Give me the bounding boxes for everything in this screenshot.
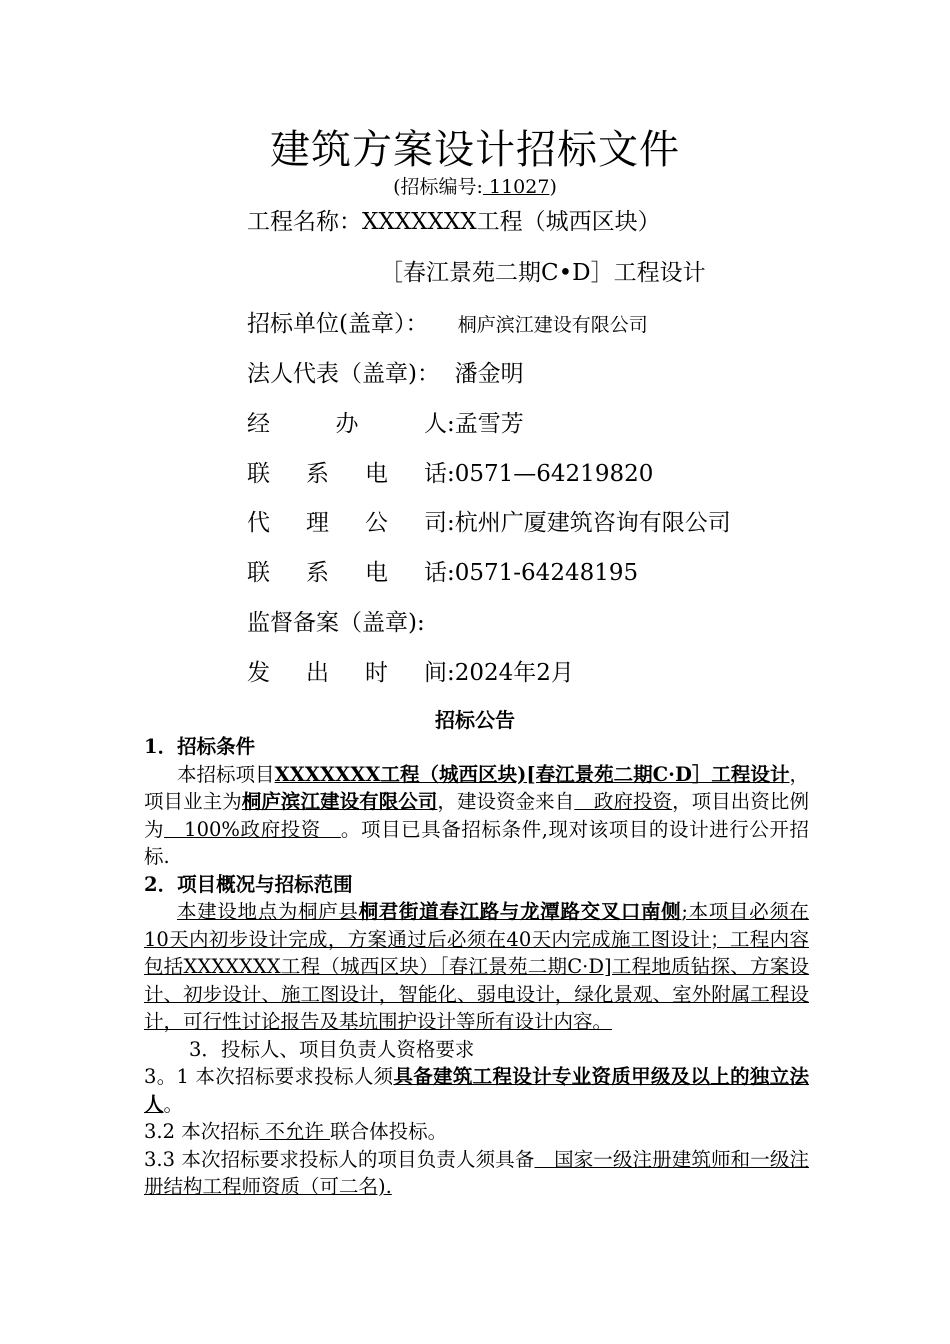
section-3-1 [144,1063,809,1118]
bid-number [0,174,950,200]
phone1-row [247,458,653,490]
phone1-value: :0571—64219820 [447,461,654,487]
section-2-heading: 2．项目概况与招标范围 [144,872,353,896]
handler-row [247,408,524,440]
section-3-heading: 3．投标人、项目负责人资格要求 [189,1037,475,1061]
s1-text-c: ，建设资金来自 [437,790,575,813]
legal-rep-label: 法人代表（盖章)： [247,361,440,387]
s33-requirement: 国家一级注册建筑师和一级注册结构工程师资质（可二名). [144,1147,809,1198]
section-3-3 [144,1146,809,1201]
tenderer-label: 招标单位(盖章）： [247,311,429,337]
s1-fund-source: 政府投资 [574,790,673,813]
phone2-label: 联系电话 [247,560,447,586]
s1-text-a: 本招标项目 [177,762,275,786]
s2-text-b: ;本项目必须在10天内初步设计完成，方案通过后必须在40天内完成施工图设计；工程内容包括XXXXXXX工程（城西区块）［春江景苑二期C·D]工程地质钻探、方案设计、初步设计、施工图设计，智能化、弱电设计，绿化景观、室外附属工程设计，可行性讨论报告及基坑围护设计等所有设计内容。 [144,900,809,1033]
notice-body [144,733,809,1201]
s1-owner: 桐庐滨江建设有限公司 [241,790,438,813]
s1-project-name: XXXXXXX工程（城西区块)[春江景苑二期C·D］工程设计 [274,762,790,786]
project-name-row [247,206,661,238]
s1-funding-ratio: 100%政府投资 [164,817,341,841]
section-3-2 [144,1118,809,1146]
s1-text-e: 。项目已具备招标条件,现对该项目的设计进行公开招标. [144,817,809,868]
supervision-label: 监督备案（盖章): [247,610,425,636]
phone1-label: 联系电话 [247,461,447,487]
issue-time-value: :2024年2月 [447,660,574,686]
tenderer-value: 桐庐滨江建设有限公司 [457,314,648,336]
issue-time-label: 发出时间 [247,660,447,686]
s32-text-a: 3.2 本次招标 [144,1120,260,1143]
s2-text-a: 本建设地点为桐庐县 [177,900,359,923]
supervision-row [247,607,425,639]
bid-number-prefix: (招标编号: [393,176,483,198]
s31-text-b: 。 [163,1092,184,1116]
project-name-line1: XXXXXXX工程（城西区块） [362,209,661,235]
project-name-label: 工程名称： [247,209,362,235]
project-name-line2: ［春江景苑二期C•D］工程设计 [380,260,706,286]
s33-text-a: 3.3 本次招标要求投标人的项目负责人须具备 [144,1147,535,1171]
s32-text-b: 联合体投标。 [330,1120,448,1143]
section-1-heading: 1．招标条件 [144,735,256,758]
issue-time-row [247,657,574,689]
s31-text-a: 3。1 本次招标要求投标人须 [144,1065,394,1088]
legal-rep-row [247,358,524,390]
tenderer-row [247,308,648,341]
section-2-paragraph [144,898,809,1036]
agent-label: 代理公司 [247,510,447,536]
phone2-value: :0571-64248195 [447,560,639,586]
s31-requirement: 具备建筑工程设计专业资质甲级及以上的独立法人 [144,1065,809,1116]
document-title: 建筑方案设计招标文件 [270,127,680,173]
s2-location: 桐君街道春江路与龙潭路交叉口南侧 [358,900,682,923]
handler-value: :孟雪芳 [447,411,524,437]
s1-text-b: ，项目业主为 [144,762,809,813]
bid-number-suffix: ) [549,176,557,198]
section-1-paragraph [144,761,809,871]
s1-text-d: ，项目出资比例为 [144,790,809,841]
agent-row [247,507,731,539]
project-name-line2-row [380,257,706,289]
handler-label: 经办人 [247,411,447,437]
legal-rep-value: 潘金明 [454,361,524,387]
agent-value: :杭州广厦建筑咨询有限公司 [447,510,731,536]
s32-requirement: 不允许 [259,1120,331,1143]
bid-number-value: 11027 [482,176,550,198]
phone2-row [247,557,638,589]
notice-title: 招标公告 [435,708,515,732]
